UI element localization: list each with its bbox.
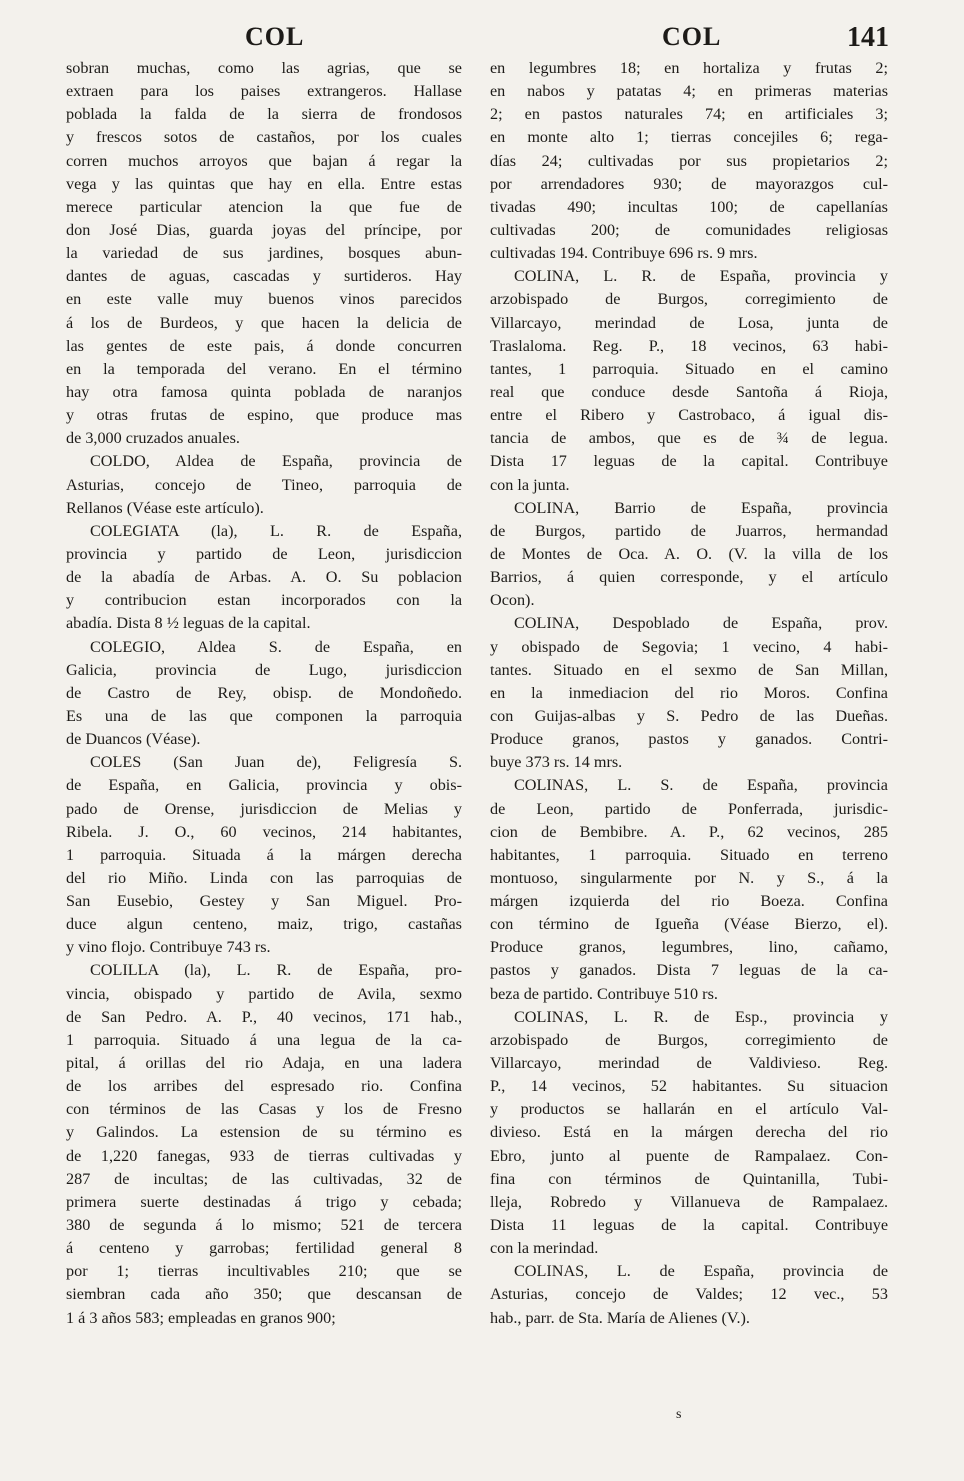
text-line: á centeno y garrobas; fertilidad general 8 xyxy=(66,1239,462,1258)
text-line: 287 de incultas; de las cultivadas, 32 de xyxy=(66,1169,462,1188)
text-line: duce algun centeno, maiz, trigo, castañas xyxy=(66,915,462,934)
text-line: en nabos y patatas 4; en primeras materias xyxy=(490,82,888,101)
text-line: 380 de segunda á lo mismo; 521 de tercera xyxy=(66,1216,462,1235)
text-line: entre el Ribero y Castrobaco, á igual dis- xyxy=(490,406,888,425)
text-line: con la merindad. xyxy=(490,1239,599,1258)
text-line: Galicia, provincia de Lugo, jurisdiccion xyxy=(66,660,462,679)
text-line: Produce granos, pastos y ganados. Contri- xyxy=(490,730,888,749)
text-line: real que conduce desde Santoña á Rioja, xyxy=(490,382,888,401)
text-line: poblada la falda de la sierra de frondosos xyxy=(66,105,462,124)
page-number: 141 xyxy=(847,22,889,53)
text-line: Asturias, concejo de Tineo, parroquia de xyxy=(66,475,462,494)
text-line: tancia de ambos, que es de ¾ de legua. xyxy=(490,429,888,448)
text-line: y frescos sotos de castaños, por los cuales xyxy=(66,128,462,147)
text-line: merece particular atencion la que fue de xyxy=(66,197,462,216)
text-line: COLEGIATA (la), L. R. de España, xyxy=(90,521,462,540)
text-line: por 1; tierras incultivables 210; que se xyxy=(66,1262,462,1281)
text-line: COLINA, Barrio de España, provincia xyxy=(514,498,888,517)
text-line: COLES (San Juan de), Feligresía S. xyxy=(90,753,462,772)
text-line: COLINAS, L. S. de España, provincia xyxy=(514,776,888,795)
text-line: y vino flojo. Contribuye 743 rs. xyxy=(66,938,271,957)
text-line: con Guijas-albas y S. Pedro de las Dueñas. xyxy=(490,706,888,725)
text-line: por arrendadores 930; de mayorazgos cul- xyxy=(490,174,888,193)
text-line: extraen para los paises extrangeros. Hallase xyxy=(66,82,462,101)
text-line: Produce granos, legumbres, lino, cañamo, xyxy=(490,938,888,957)
text-line: de España, en Galicia, provincia y obis- xyxy=(66,776,462,795)
text-line: de Montes de Oca. A. O. (V. la villa de los xyxy=(490,544,888,563)
text-line: beza de partido. Contribuye 510 rs. xyxy=(490,984,718,1003)
text-line: en la inmediacion del rio Moros. Confina xyxy=(490,683,888,702)
text-line: con términos de las Casas y los de Fresno xyxy=(66,1100,462,1119)
text-line: á los de Burdeos, y que hacen la delicia de xyxy=(66,313,462,332)
text-line: del rio Miño. Linda con las parroquias de xyxy=(66,868,462,887)
text-line: 1 parroquia. Situada á la márgen derecha xyxy=(66,845,462,864)
text-line: COLILLA (la), L. R. de España, pro- xyxy=(90,961,462,980)
footer-mark: s xyxy=(676,1407,682,1422)
text-line: habitantes, 1 parroquia. Situado en terreno xyxy=(490,845,888,864)
text-line: y productos se hallarán en el artículo Val- xyxy=(490,1100,888,1119)
text-line: en legumbres 18; en hortaliza y frutas 2; xyxy=(490,59,888,77)
text-line: COLDO, Aldea de España, provincia de xyxy=(90,452,462,471)
text-line: COLINA, Despoblado de España, prov. xyxy=(514,614,888,633)
text-line: lleja, Robredo y Villanueva de Rampalaez. xyxy=(490,1192,888,1211)
text-line: Dista 17 leguas de la capital. Contribuye xyxy=(490,452,888,471)
text-line: Villarcayo, merindad de Valdivieso. Reg. xyxy=(490,1054,888,1073)
text-line: Traslaloma. Reg. P., 18 vecinos, 63 habi- xyxy=(490,336,888,355)
text-line: y Galindos. La estension de su término es xyxy=(66,1123,462,1142)
text-line: dantes de aguas, cascadas y surtideros. Hay xyxy=(66,267,462,286)
text-line: las gentes de este pais, á donde concurren xyxy=(66,336,462,355)
text-line: tantes. Situado en el sexmo de San Millan, xyxy=(490,660,888,679)
text-line: la variedad de sus jardines, bosques abun- xyxy=(66,244,462,263)
text-line: Rellanos (Véase este artículo). xyxy=(66,498,264,517)
left-running-head: COL xyxy=(245,22,305,51)
text-line: de los arribes del espresado rio. Confina xyxy=(66,1077,462,1096)
text-line: tivadas 490; incultas 100; de capellanías xyxy=(490,197,888,216)
text-line: COLEGIO, Aldea S. de España, en xyxy=(90,637,462,656)
text-line: vega y las quintas que hay en ella. Entre estas xyxy=(66,174,462,193)
text-line: San Eusebio, Gestey y San Miguel. Pro- xyxy=(66,892,462,911)
text-line: primera suerte destinadas á trigo y cebada; xyxy=(66,1192,462,1211)
text-line: de Burgos, partido de Juarros, hermandad xyxy=(490,521,888,540)
text-line: arzobispado de Burgos, corregimiento de xyxy=(490,1030,888,1049)
text-line: en este valle muy buenos vinos parecidos xyxy=(66,290,462,309)
text-line: COLINAS, L. R. de Esp., provincia y xyxy=(514,1007,888,1026)
text-line: Ribela. J. O., 60 vecinos, 214 habitantes, xyxy=(66,822,462,841)
text-line: pastos y ganados. Dista 7 leguas de la ca- xyxy=(490,961,888,980)
text-line: márgen izquierda del rio Boeza. Confina xyxy=(490,892,888,911)
text-line: en monte alto 1; tierras concejiles 6; rega- xyxy=(490,128,888,147)
text-line: y contribucion estan incorporados con la xyxy=(66,591,462,610)
text-line: en la temporada del verano. En el término xyxy=(66,359,462,378)
text-line: siembran cada año 350; que descansan de xyxy=(66,1285,462,1304)
text-line: de Duancos (Véase). xyxy=(66,730,201,749)
text-line: hab., parr. de Sta. María de Alienes (V.). xyxy=(490,1308,750,1327)
text-line: corren muchos arroyos que bajan á regar la xyxy=(66,151,462,170)
text-line: de Castro de Rey, obisp. de Mondoñedo. xyxy=(66,683,462,702)
text-line: COLINAS, L. de España, provincia de xyxy=(514,1262,888,1281)
right-text-column xyxy=(490,57,888,1330)
text-line: provincia y partido de Leon, jurisdiccion xyxy=(66,544,462,563)
text-line: Villarcayo, merindad de Losa, junta de xyxy=(490,313,888,332)
text-line: sobran muchas, como las agrias, que se xyxy=(66,59,462,77)
text-line: divieso. Está en la márgen derecha del rio xyxy=(490,1123,888,1142)
text-line: y otras frutas de espino, que produce mas xyxy=(66,406,462,425)
text-line: cion de Bembibre. A. P., 62 vecinos, 285 xyxy=(490,822,888,841)
text-line: fina con términos de Quintanilla, Tubi- xyxy=(490,1169,888,1188)
text-line: buye 373 rs. 14 mrs. xyxy=(490,753,623,772)
text-line: de 1,220 fanegas, 933 de tierras cultivadas y xyxy=(66,1146,462,1165)
text-line: vincia, obispado y partido de Avila, sexmo xyxy=(66,984,462,1003)
text-line: COLINA, L. R. de España, provincia y xyxy=(514,267,888,286)
text-line: Asturias, concejo de Valdes; 12 vec., 53 xyxy=(490,1285,888,1304)
text-line: 2; en pastos naturales 74; en artificiales 3; xyxy=(490,105,888,124)
text-line: montuoso, singularmente por N. y S., á la xyxy=(490,868,888,887)
text-line: Dista 11 leguas de la capital. Contribuye xyxy=(490,1216,888,1235)
text-line: Barrios, á quien corresponde, y el artículo xyxy=(490,568,888,587)
text-line: y obispado de Segovia; 1 vecino, 4 habi- xyxy=(490,637,888,656)
text-line: pado de Orense, jurisdiccion de Melias y xyxy=(66,799,462,818)
text-line: cultivadas 194. Contribuye 696 rs. 9 mrs. xyxy=(490,244,758,263)
text-line: con término de Igueña (Véase Bierzo, el). xyxy=(490,915,888,934)
text-line: arzobispado de Burgos, corregimiento de xyxy=(490,290,888,309)
text-line: de la abadía de Arbas. A. O. Su poblacion xyxy=(66,568,462,587)
text-line: don José Dias, guarda joyas del príncipe, por xyxy=(66,220,462,239)
text-line: cultivadas 200; de comunidades religiosas xyxy=(490,220,888,239)
text-line: 1 á 3 años 583; empleadas en granos 900; xyxy=(66,1308,336,1327)
text-line: Ebro, junto al puente de Rampalaez. Con- xyxy=(490,1146,888,1165)
text-line: abadía. Dista 8 ½ leguas de la capital. xyxy=(66,614,311,633)
text-line: Ocon). xyxy=(490,591,535,610)
text-line: 1 parroquia. Situado á una legua de la ca- xyxy=(66,1030,462,1049)
text-line: tantes, 1 parroquia. Situado en el camino xyxy=(490,359,888,378)
right-running-head: COL xyxy=(662,22,722,51)
text-line: P., 14 vecinos, 52 habitantes. Su situacion xyxy=(490,1077,888,1096)
text-line: Es una de las que componen la parroquia xyxy=(66,706,462,725)
text-line: días 24; cultivadas por sus propietarios 2; xyxy=(490,151,888,170)
text-line: de Leon, partido de Ponferrada, jurisdic- xyxy=(490,799,888,818)
left-text-column xyxy=(66,57,462,1330)
text-line: con la junta. xyxy=(490,475,570,494)
text-line: de San Pedro. A. P., 40 vecinos, 171 hab., xyxy=(66,1007,462,1026)
text-line: de 3,000 cruzados anuales. xyxy=(66,429,240,448)
text-line: hay otra famosa quinta poblada de naranjos xyxy=(66,382,462,401)
text-line: pital, á orillas del rio Adaja, en una ladera xyxy=(66,1054,462,1073)
